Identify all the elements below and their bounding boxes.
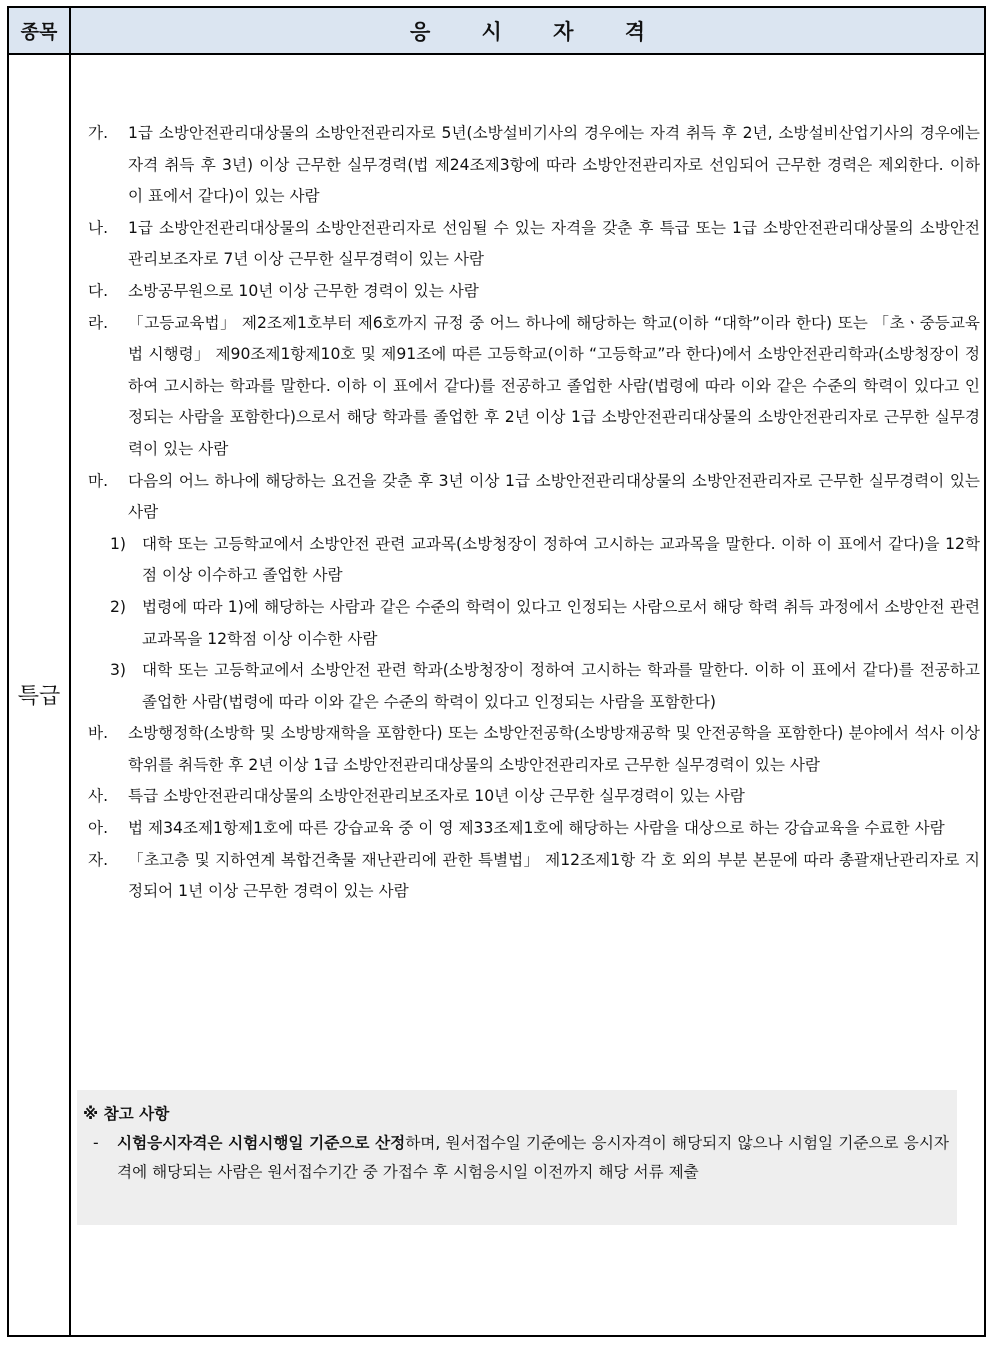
sub-list-item	[88, 592, 980, 655]
list-item	[88, 276, 980, 308]
list-item	[88, 813, 980, 845]
item-marker: 다.	[88, 281, 109, 300]
list-item	[88, 466, 980, 529]
note-text: 하며, 원서접수일 기준에는 응시자격이 해당되지 않으나 시험일 기준으로 응시자격에 해당되는 사람은 원서접수기간 중 가접수 후 시험응시일 이전까지 해당 서류 제출	[117, 1134, 949, 1181]
item-text: 「초고층 및 지하연계 복합건축물 재난관리에 관한 특별법」 제12조제1항 각 호 외의 부분 본문에 따라 총괄재난관리자로 지정되어 1년 이상 근무한 경력이 있는 사람	[128, 850, 980, 901]
header-category: 종목	[20, 21, 58, 43]
note-title: ※ 참고 사항	[83, 1105, 170, 1123]
item-text: 소방공무원으로 10년 이상 근무한 경력이 있는 사람	[128, 281, 479, 300]
list-item	[88, 718, 980, 781]
item-text: 1급 소방안전관리대상물의 소방안전관리자로 선임될 수 있는 자격을 갖춘 후 특급 또는 1급 소방안전관리대상물의 소방안전관리보조자로 7년 이상 근무한 실무경력이 있는 사람	[128, 218, 980, 269]
column-divider	[69, 8, 71, 1335]
list-item	[88, 213, 980, 276]
qualification-list	[88, 118, 980, 908]
item-marker: 바.	[88, 724, 109, 743]
list-item	[88, 308, 980, 466]
list-item	[88, 781, 980, 813]
sub-item-text: 법령에 따라 1)에 해당하는 사람과 같은 수준의 학력이 있다고 인정되는 사람으로서 해당 학력 취득 과정에서 소방안전 관련 교과목을 12학점 이상 이수한 사람	[142, 597, 980, 648]
item-marker: 아.	[88, 819, 109, 838]
sub-item-text: 대학 또는 고등학교에서 소방안전 관련 학과(소방청장이 정하여 고시하는 학과를 말한다. 이하 이 표에서 같다)를 전공하고 졸업한 사람(법령에 따라 이와 같은 수준의 학력이 있다고 인정되는 사람을 포함한다)	[142, 661, 980, 711]
item-marker: 사.	[88, 787, 109, 806]
item-marker: 마.	[88, 471, 109, 490]
item-marker: 가.	[88, 124, 109, 142]
item-marker: 자.	[88, 850, 109, 869]
item-marker: 라.	[88, 313, 109, 332]
item-text: 특급 소방안전관리대상물의 소방안전관리보조자로 10년 이상 근무한 실무경력이 있는 사람	[128, 787, 745, 806]
note-marker: -	[93, 1134, 99, 1152]
item-text: 소방행정학(소방학 및 소방방재학을 포함한다) 또는 소방안전공학(소방방재공학 및 안전공학을 포함한다) 분야에서 석사 이상 학위를 취득한 후 2년 이상 1급 소방안전관리대상물의 소방안전관리자로 근무한 실무경력이 있는 사람	[128, 724, 980, 774]
note-text-wrap	[117, 1129, 949, 1187]
item-text: 법 제34조제1항제1호에 따른 강습교육 중 이 영 제33조제1호에 해당하는 사람을 대상으로 하는 강습교육을 수료한 사람	[128, 819, 945, 838]
item-marker: 나.	[88, 218, 109, 237]
item-text: 다음의 어느 하나에 해당하는 요건을 갖춘 후 3년 이상 1급 소방안전관리대상물의 소방안전관리자로 근무한 실무경력이 있는 사람	[128, 471, 980, 522]
item-text: 「고등교육법」 제2조제1호부터 제6호까지 규정 중 어느 하나에 해당하는 학교(이하 “대학”이라 한다) 또는 「초ㆍ중등교육법 시행령」 제90조제1항제10호 및 제91조에 따른 고등학교(이하 “고등학교”라 한다)에서 소방안전관리학과(소방청장이 정하여 고시하는 학과를 말한다. 이하 이 표에서 같다)를 전공하고 졸업한 사람(법령에 따라 이와 같은 수준의 학력이 있다고 인정되는 사람을 포함한다)으로서 해당 학과를 졸업한 후 2년 이상 1급 소방안전관리대상물의 소방안전관리자로 근무한 실무경력이 있는 사람	[128, 313, 980, 458]
sub-item-marker: 3)	[110, 661, 127, 680]
note-bold-text: 시험응시자격은 시험시행일 기준으로 산정	[117, 1134, 406, 1152]
sub-list-item	[88, 655, 980, 718]
list-item	[88, 118, 980, 213]
item-text: 1급 소방안전관리대상물의 소방안전관리자로 5년(소방설비기사의 경우에는 자격 취득 후 2년, 소방설비산업기사의 경우에는 자격 취득 후 3년) 이상 근무한 실무경력(법 제24조제3항에 따라 소방안전관리자로 선임되어 근무한 경력은 제외한다. 이하 이 표에서 같다)이 있는 사람	[128, 124, 980, 206]
header-title: 응 시 자 격	[409, 19, 668, 44]
reference-note	[77, 1090, 957, 1225]
grade-label: 특급	[17, 683, 61, 709]
list-item	[88, 845, 980, 908]
sub-item-marker: 2)	[110, 597, 127, 616]
table-header	[9, 8, 984, 55]
note-line	[83, 1129, 949, 1187]
sub-item-marker: 1)	[110, 534, 127, 553]
sub-item-text: 대학 또는 고등학교에서 소방안전 관련 교과목(소방청장이 정하여 고시하는 교과목을 말한다. 이하 이 표에서 같다)을 12학점 이상 이수하고 졸업한 사람	[142, 534, 980, 585]
sub-list-item	[88, 529, 980, 592]
